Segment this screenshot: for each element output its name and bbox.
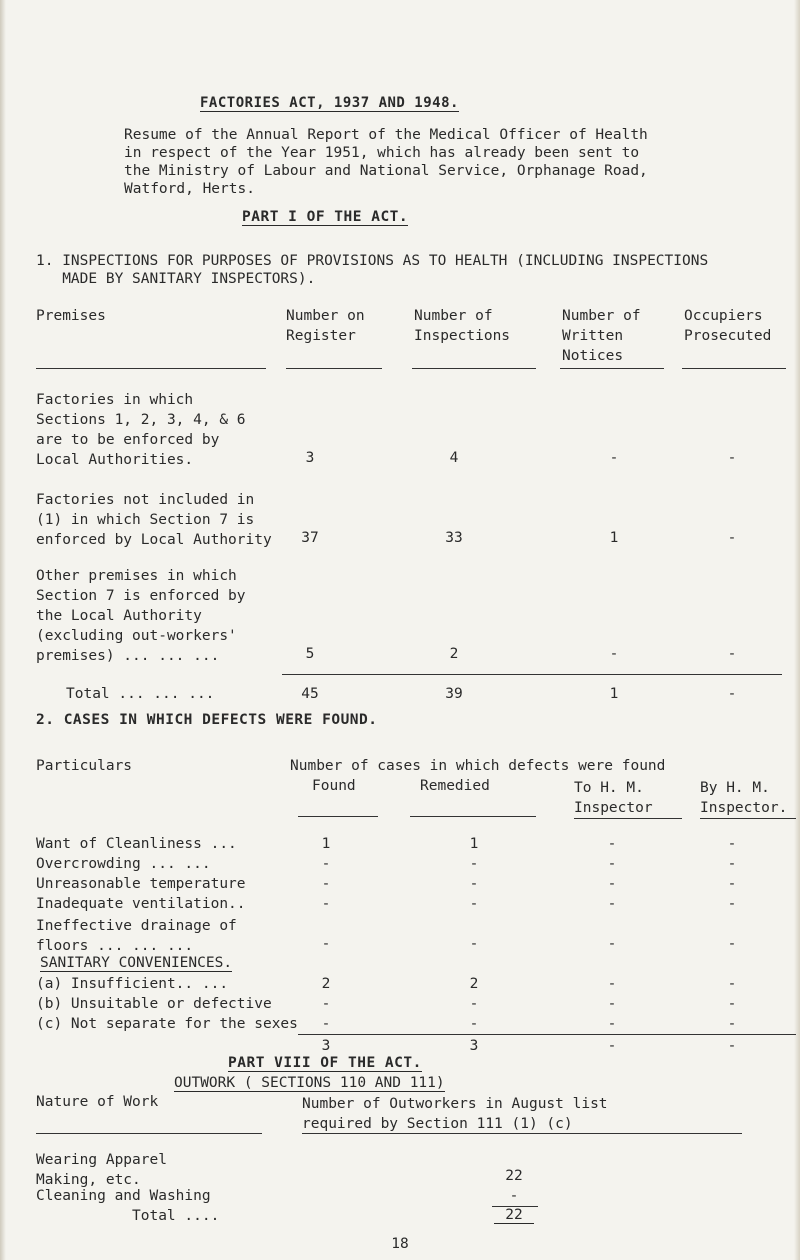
part1-heading: PART I OF THE ACT. xyxy=(242,209,409,225)
table-row-label: Want of Cleanliness ... xyxy=(36,836,237,852)
outwork-total-label: Total .... xyxy=(132,1208,220,1224)
table-row-label: Unreasonable temperature xyxy=(36,876,246,892)
total-prosecuted: - xyxy=(727,686,737,702)
outwork-total-value: 22 xyxy=(494,1208,534,1224)
table-cell-notices: - xyxy=(609,450,619,466)
page-number: 18 xyxy=(391,1236,409,1252)
table-cell-inspections: 4 xyxy=(449,450,459,466)
header-underline xyxy=(410,816,536,817)
cell-to-hm: - xyxy=(607,1016,617,1032)
col-to-hm-inspector: To H. M. Inspector xyxy=(574,780,653,816)
cell-found: 1 xyxy=(321,836,331,852)
cell-found: - xyxy=(321,996,331,1012)
total-by-hm: - xyxy=(727,1038,737,1054)
cell-to-hm: - xyxy=(607,996,617,1012)
cell-by-hm: - xyxy=(727,976,737,992)
total-register: 45 xyxy=(301,686,319,702)
cell-to-hm: - xyxy=(607,976,617,992)
total-rule xyxy=(298,1034,796,1035)
cell-to-hm: - xyxy=(607,856,617,872)
header-underline xyxy=(36,1133,262,1134)
table-row-label: (c) Not separate for the sexes xyxy=(36,1016,298,1032)
col-by-hm-inspector: By H. M. Inspector. xyxy=(700,780,788,816)
cell-remedied: - xyxy=(469,936,479,952)
col-occupiers-prosecuted: Occupiers Prosecuted xyxy=(684,308,772,344)
cell-by-hm: - xyxy=(727,896,737,912)
col-number-of-outworkers: Number of Outworkers in August list required by Section 111 (1) (c) xyxy=(302,1096,608,1132)
left-page-edge xyxy=(0,0,6,1260)
table-cell-register: 3 xyxy=(305,450,315,466)
table-row-label: Inadequate ventilation.. xyxy=(36,896,246,912)
total-inspections: 39 xyxy=(445,686,463,702)
right-page-edge xyxy=(794,0,800,1260)
outwork-row-value: - xyxy=(509,1188,519,1204)
table-cell-inspections: 2 xyxy=(449,646,459,662)
section1-heading: 1. INSPECTIONS FOR PURPOSES OF PROVISIONS AS TO HEALTH (INCLUDING INSPECTIONS MADE BY SANITARY INSPECTORS). xyxy=(36,253,709,287)
cell-found: - xyxy=(321,856,331,872)
table-cell-register: 37 xyxy=(301,530,319,546)
table-row-label: Factories in which Sections 1, 2, 3, 4, & 6 are to be enforced by Local Authorities. xyxy=(36,392,246,468)
section2-heading: 2. CASES IN WHICH DEFECTS WERE FOUND. xyxy=(36,712,378,728)
total-rule xyxy=(282,674,782,675)
col-written-notices: Number of Written Notices xyxy=(562,308,641,364)
total-notices: 1 xyxy=(609,686,619,702)
cell-by-hm: - xyxy=(727,1016,737,1032)
cell-by-hm: - xyxy=(727,856,737,872)
cell-to-hm: - xyxy=(607,876,617,892)
cell-by-hm: - xyxy=(727,876,737,892)
total-found: 3 xyxy=(321,1038,331,1054)
header-underline xyxy=(298,816,378,817)
table-cell-register: 5 xyxy=(305,646,315,662)
col-premises: Premises xyxy=(36,308,106,324)
header-underline xyxy=(560,368,664,369)
total-label: Total ... ... ... xyxy=(66,686,215,702)
header-underline xyxy=(36,368,266,369)
table-cell-prosecuted: - xyxy=(727,646,737,662)
header-underline xyxy=(682,368,786,369)
cell-by-hm: - xyxy=(727,996,737,1012)
col-nature-of-work: Nature of Work xyxy=(36,1094,159,1110)
outwork-row-value: 22 xyxy=(505,1168,523,1184)
col-found: Found xyxy=(312,778,356,794)
cell-remedied: 2 xyxy=(469,976,479,992)
outwork-subheading: OUTWORK ( SECTIONS 110 AND 111) xyxy=(174,1075,445,1091)
col-remedied: Remedied xyxy=(420,778,490,794)
col-number-of-cases: Number of cases in which defects were found xyxy=(290,758,666,774)
header-underline xyxy=(302,1133,742,1134)
header-underline xyxy=(412,368,536,369)
cell-remedied: - xyxy=(469,1016,479,1032)
cell-by-hm: - xyxy=(727,836,737,852)
cell-to-hm: - xyxy=(607,936,617,952)
cell-remedied: - xyxy=(469,856,479,872)
table-cell-prosecuted: - xyxy=(727,450,737,466)
cell-to-hm: - xyxy=(607,836,617,852)
outwork-row-label: Cleaning and Washing xyxy=(36,1188,211,1204)
table-cell-prosecuted: - xyxy=(727,530,737,546)
cell-remedied: - xyxy=(469,896,479,912)
total-to-hm: - xyxy=(607,1038,617,1054)
total-remedied: 3 xyxy=(469,1038,479,1054)
cell-found: - xyxy=(321,936,331,952)
header-underline xyxy=(574,818,682,819)
cell-found: - xyxy=(321,1016,331,1032)
table-cell-notices: - xyxy=(609,646,619,662)
cell-found: - xyxy=(321,896,331,912)
document-title: FACTORIES ACT, 1937 AND 1948. xyxy=(200,95,459,111)
col-particulars: Particulars xyxy=(36,758,133,774)
cell-by-hm: - xyxy=(727,936,737,952)
table-row-label: Other premises in which Section 7 is enforced by the Local Authority (excluding out-workers' premises) ... ... ... xyxy=(36,568,246,664)
table-row-label: Overcrowding ... ... xyxy=(36,856,211,872)
header-underline xyxy=(700,818,796,819)
sanitary-conveniences-heading: SANITARY CONVENIENCES. xyxy=(40,955,233,971)
col-number-on-register: Number on Register xyxy=(286,308,365,344)
table-cell-inspections: 33 xyxy=(445,530,463,546)
table-row-label: (b) Unsuitable or defective xyxy=(36,996,272,1012)
cell-to-hm: - xyxy=(607,896,617,912)
part8-heading: PART VIII OF THE ACT. xyxy=(228,1055,422,1071)
cell-remedied: - xyxy=(469,876,479,892)
col-number-of-inspections: Number of Inspections xyxy=(414,308,511,344)
cell-remedied: 1 xyxy=(469,836,479,852)
header-underline xyxy=(286,368,382,369)
cell-found: 2 xyxy=(321,976,331,992)
table-row-label: Factories not included in (1) in which Section 7 is enforced by Local Authority xyxy=(36,492,272,548)
table-row-label: (a) Insufficient.. ... xyxy=(36,976,229,992)
table-cell-notices: 1 xyxy=(609,530,619,546)
cell-remedied: - xyxy=(469,996,479,1012)
table-row-label: Ineffective drainage of floors ... ... ... xyxy=(36,918,237,954)
cell-found: - xyxy=(321,876,331,892)
outwork-row-label: Wearing Apparel Making, etc. xyxy=(36,1152,167,1188)
intro-paragraph: Resume of the Annual Report of the Medical Officer of Health in respect of the Year 1951, which has already been sent to the Ministry of Labour and National Service, Orphanage Road, Watford, Herts. xyxy=(124,127,648,197)
